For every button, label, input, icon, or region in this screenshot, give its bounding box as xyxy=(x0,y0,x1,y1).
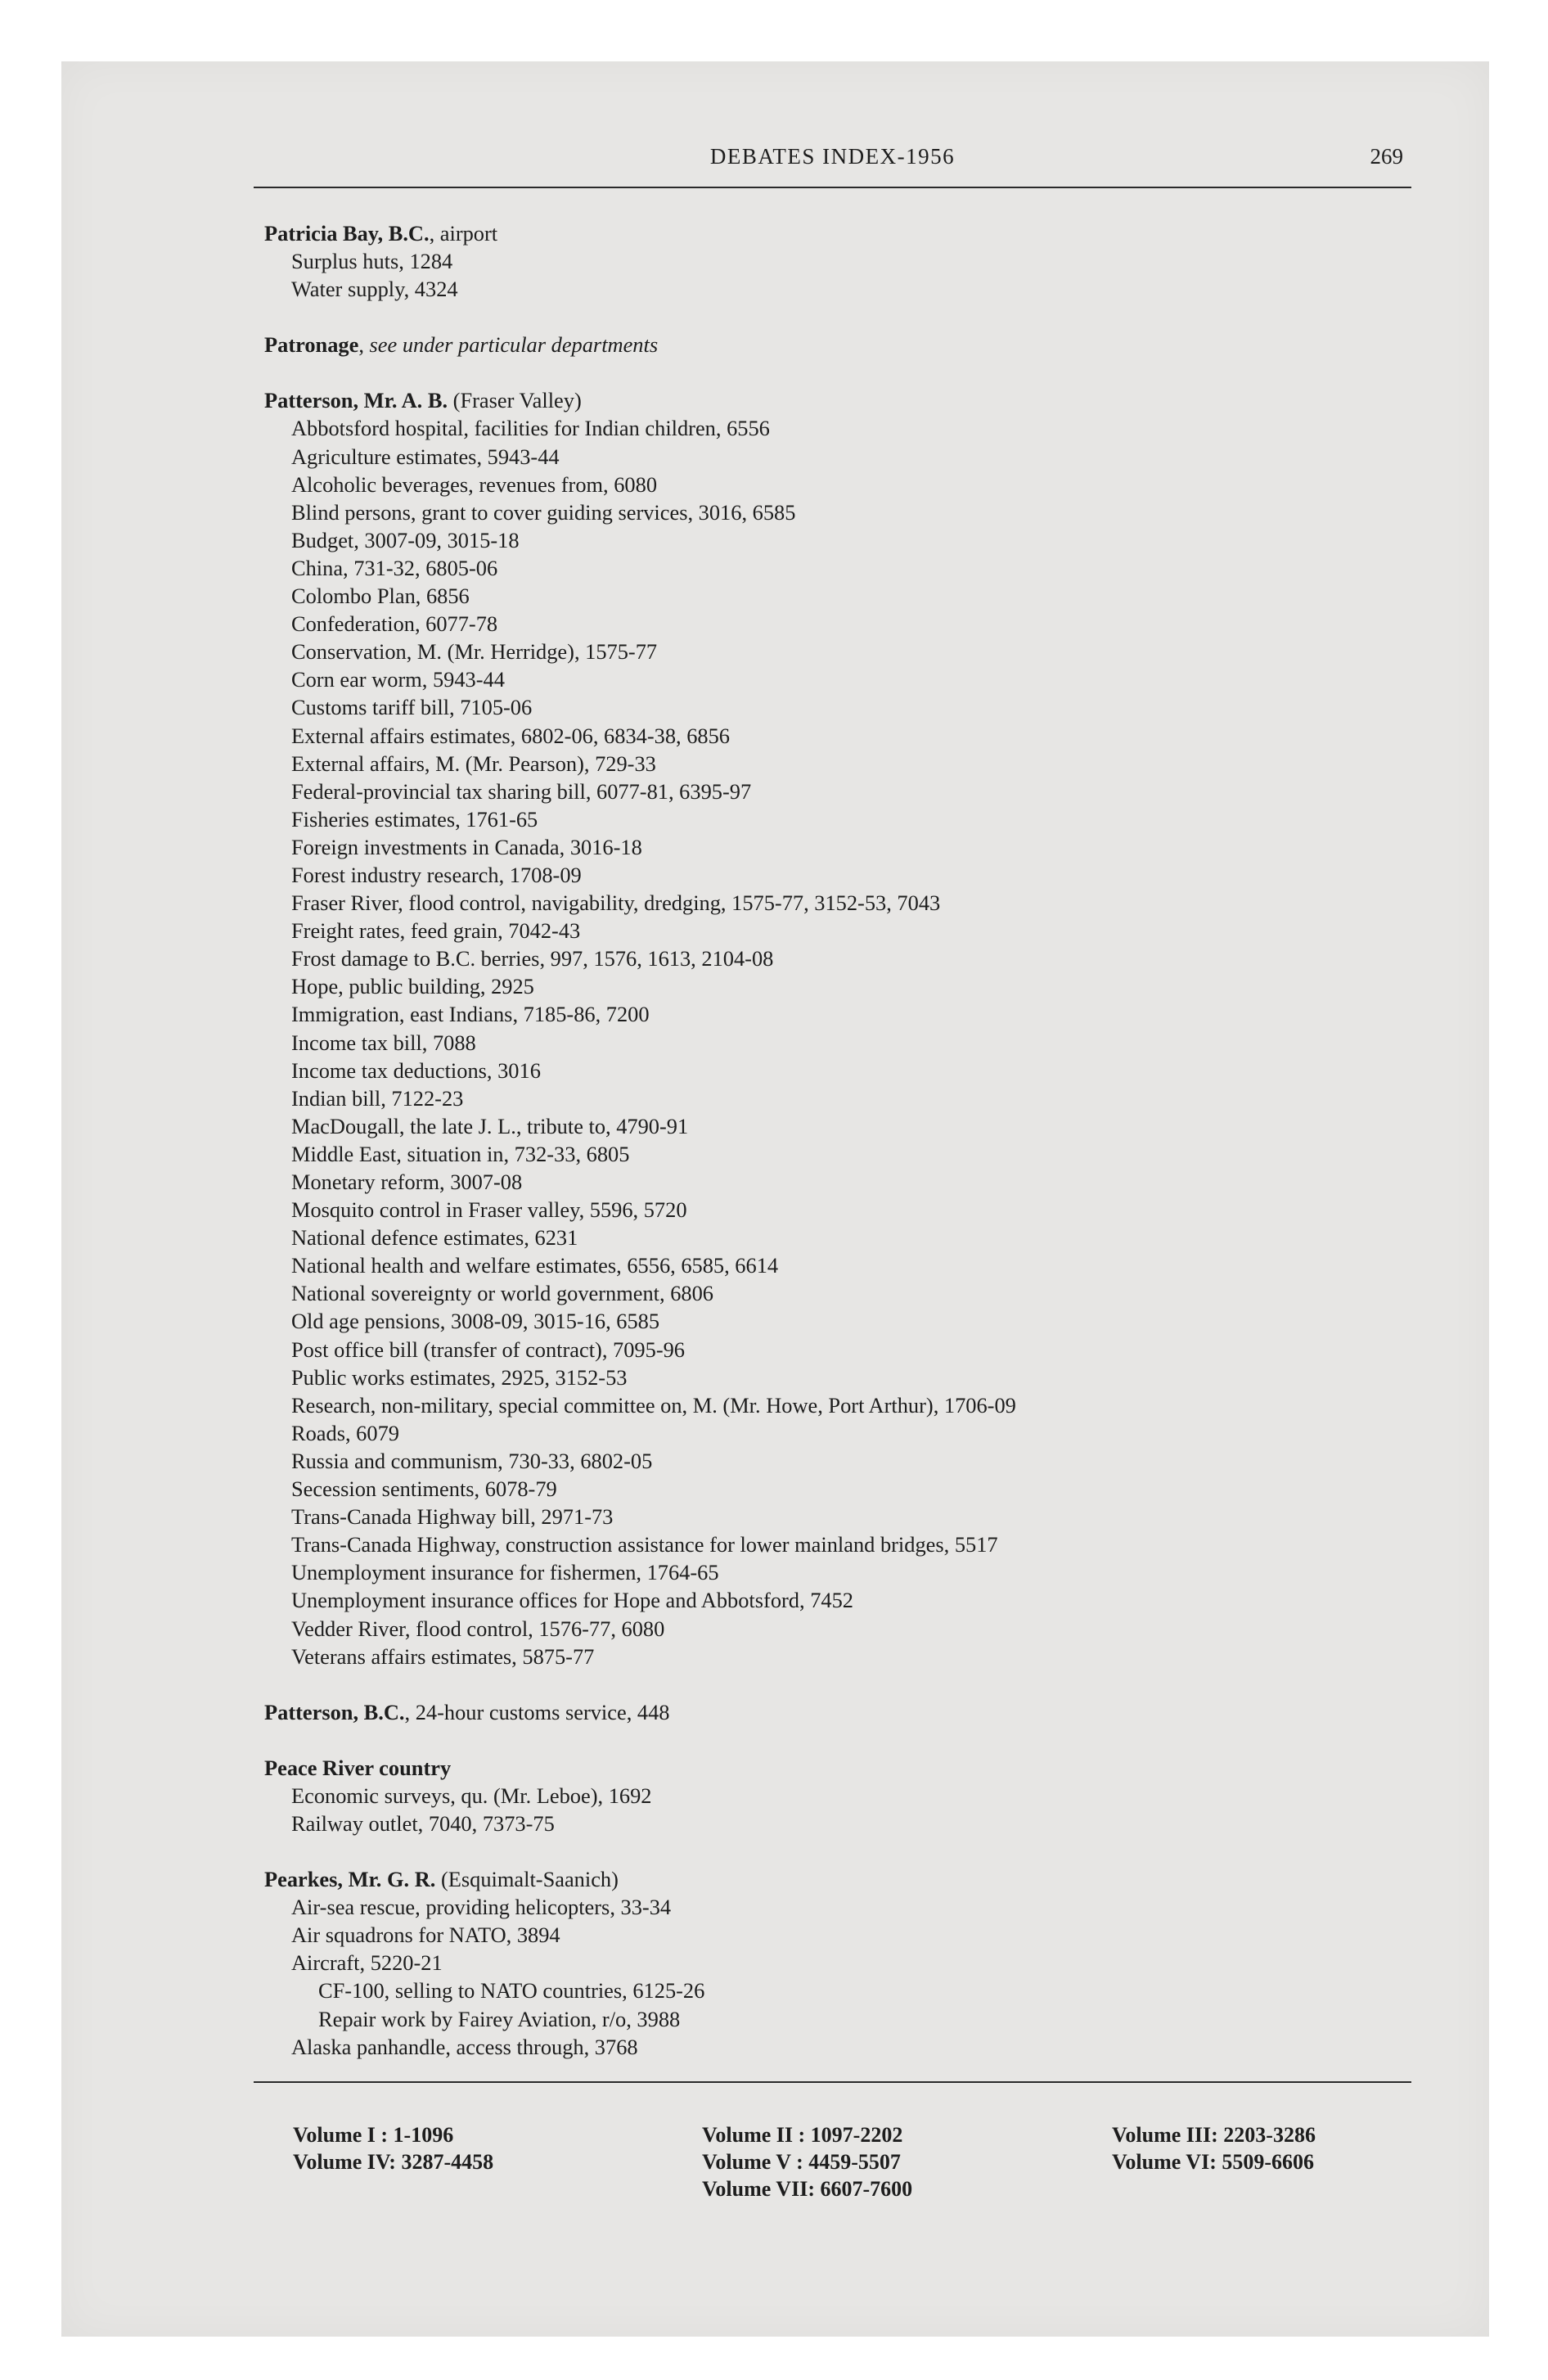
subentry: Budget, 3007-09, 3015-18 xyxy=(291,527,520,552)
subentry: Roads, 6079 xyxy=(291,1420,399,1445)
volume-range: Volume I : 1-1096 xyxy=(293,2123,454,2147)
volume-range: Volume II : 1097-2202 xyxy=(702,2123,903,2147)
subentry: Fraser River, flood control, navigability, dredging, 1575-77, 3152-53, 7043 xyxy=(291,890,941,916)
entry-heading-name: Peace River country xyxy=(264,1755,452,1780)
subentry: MacDougall, the late J. L., tribute to, 4790-91 xyxy=(291,1113,689,1138)
subentry: Corn ear worm, 5943-44 xyxy=(291,667,505,692)
index-entry xyxy=(264,1698,1410,1726)
subentry: Confederation, 6077-78 xyxy=(291,611,498,637)
entry-heading-name: Patronage xyxy=(264,332,359,358)
subentry: Water supply, 4324 xyxy=(291,277,458,302)
see-reference: see under particular departments xyxy=(369,332,659,358)
subentry: Unemployment insurance for fishermen, 1764-65 xyxy=(291,1560,719,1585)
subentry: Mosquito control in Fraser valley, 5596, 5720 xyxy=(291,1197,687,1223)
subentry: Russia and communism, 730-33, 6802-05 xyxy=(291,1448,653,1473)
subentry: Federal-provincial tax sharing bill, 6077-81, 6395-97 xyxy=(291,778,752,804)
entry-heading xyxy=(264,331,1410,358)
index-entry xyxy=(264,331,1410,358)
entry-heading-detail: , xyxy=(358,332,370,358)
entry-heading-name: Patterson, Mr. A. B. xyxy=(264,388,448,413)
entry-heading xyxy=(264,1698,1410,1726)
subentry: Indian bill, 7122-23 xyxy=(291,1085,464,1111)
volume-range: Volume VI: 5509-6606 xyxy=(1112,2150,1315,2174)
subentry: Monetary reform, 3007-08 xyxy=(291,1170,523,1194)
subentry: Railway outlet, 7040, 7373-75 xyxy=(291,1810,555,1836)
index-body xyxy=(264,219,1410,2089)
index-entry xyxy=(264,219,1410,303)
subentry: National defence estimates, 6231 xyxy=(291,1225,578,1251)
subentry: Air-sea rescue, providing helicopters, 33-34 xyxy=(291,1895,672,1920)
subentry: Old age pensions, 3008-09, 3015-16, 6585 xyxy=(291,1309,660,1334)
subentry: Hope, public building, 2925 xyxy=(291,974,534,999)
entry-heading-name: Pearkes, Mr. G. R. xyxy=(264,1867,436,1892)
entry-heading-name: Patricia Bay, B.C. xyxy=(264,221,430,246)
subentry: Public works estimates, 2925, 3152-53 xyxy=(291,1364,628,1390)
subentry: External affairs, M. (Mr. Pearson), 729-33 xyxy=(291,751,656,776)
sub-subentry: Repair work by Fairey Aviation, r/o, 3988 xyxy=(318,2006,681,2031)
subentry: National health and welfare estimates, 6556, 6585, 6614 xyxy=(291,1253,779,1278)
subentry: Frost damage to B.C. berries, 997, 1576, 1613, 2104-08 xyxy=(291,946,774,971)
subentry: Customs tariff bill, 7105-06 xyxy=(291,695,533,720)
subentry: Forest industry research, 1708-09 xyxy=(291,862,582,887)
index-entry xyxy=(264,1865,1410,2061)
volume-range: Volume VII: 6607-7600 xyxy=(702,2177,913,2201)
subentry: Veterans affairs estimates, 5875-77 xyxy=(291,1643,595,1669)
subentry: Air squadrons for NATO, 3894 xyxy=(291,1922,560,1948)
entry-heading-name: Patterson, B.C. xyxy=(264,1699,405,1724)
volume-range: Volume III: 2203-3286 xyxy=(1112,2123,1316,2147)
subentry: Middle East, situation in, 732-33, 6805 xyxy=(291,1141,630,1166)
entry-heading xyxy=(264,1865,1410,1893)
index-entry xyxy=(264,1754,1410,1837)
subentry: Aircraft, 5220-21 xyxy=(291,1950,443,1976)
sub-subentry: CF-100, selling to NATO countries, 6125-26 xyxy=(318,1978,705,2004)
entry-heading xyxy=(264,386,1410,414)
page-header xyxy=(254,137,1411,188)
subentry: Foreign investments in Canada, 3016-18 xyxy=(291,834,642,859)
subentry: National sovereignty or world government, 6806 xyxy=(291,1281,713,1306)
footer-rule xyxy=(254,2081,1411,2083)
subentry: Alaska panhandle, access through, 3768 xyxy=(291,2034,638,2059)
subentry: Income tax bill, 7088 xyxy=(291,1030,476,1055)
running-title: DEBATES INDEX-1956 xyxy=(709,144,956,169)
subentry: Abbotsford hospital, facilities for Indian children, 6556 xyxy=(291,416,770,441)
subentry: Unemployment insurance offices for Hope and Abbotsford, 7452 xyxy=(291,1588,853,1613)
subentry: Blind persons, grant to cover guiding services, 3016, 6585 xyxy=(291,499,796,525)
subentry: Trans-Canada Highway bill, 2971-73 xyxy=(291,1504,614,1530)
subentry: Economic surveys, qu. (Mr. Leboe), 1692 xyxy=(291,1783,652,1808)
subentry: Research, non-military, special committee on, M. (Mr. Howe, Port Arthur), 1706-09 xyxy=(291,1392,1016,1418)
subentry: Vedder River, flood control, 1576-77, 6080 xyxy=(291,1616,665,1641)
entry-heading-detail: , 24-hour customs service, 448 xyxy=(404,1699,670,1724)
subentry: Freight rates, feed grain, 7042-43 xyxy=(291,918,581,944)
subentry: China, 731-32, 6805-06 xyxy=(291,555,498,580)
subentry: Fisheries estimates, 1761-65 xyxy=(291,806,538,832)
volume-range: Volume IV: 3287-4458 xyxy=(293,2150,494,2174)
subentry: External affairs estimates, 6802-06, 6834-38, 6856 xyxy=(291,723,730,748)
subentry: Agriculture estimates, 5943-44 xyxy=(291,444,560,469)
entry-heading-detail: (Esquimalt-Saanich) xyxy=(435,1867,619,1892)
subentry: Surplus huts, 1284 xyxy=(291,249,453,274)
entry-heading xyxy=(264,1754,1410,1782)
entry-heading-detail: (Fraser Valley) xyxy=(448,388,582,413)
subentry: Conservation, M. (Mr. Herridge), 1575-77 xyxy=(291,639,658,665)
subentry: Post office bill (transfer of contract), 7095-96 xyxy=(291,1336,685,1362)
subentry: Income tax deductions, 3016 xyxy=(291,1057,541,1083)
subentry: Colombo Plan, 6856 xyxy=(291,584,470,609)
subentry: Trans-Canada Highway, construction assistance for lower mainland bridges, 5517 xyxy=(291,1532,998,1557)
volume-range: Volume V : 4459-5507 xyxy=(702,2150,901,2174)
entry-heading-detail: , airport xyxy=(429,221,498,246)
page-number: 269 xyxy=(1370,144,1403,169)
index-entry xyxy=(264,386,1410,1670)
entry-heading xyxy=(264,219,1410,247)
subentry: Immigration, east Indians, 7185-86, 7200 xyxy=(291,1002,650,1027)
subentry: Secession sentiments, 6078-79 xyxy=(291,1476,557,1502)
subentry: Alcoholic beverages, revenues from, 6080 xyxy=(291,471,658,497)
